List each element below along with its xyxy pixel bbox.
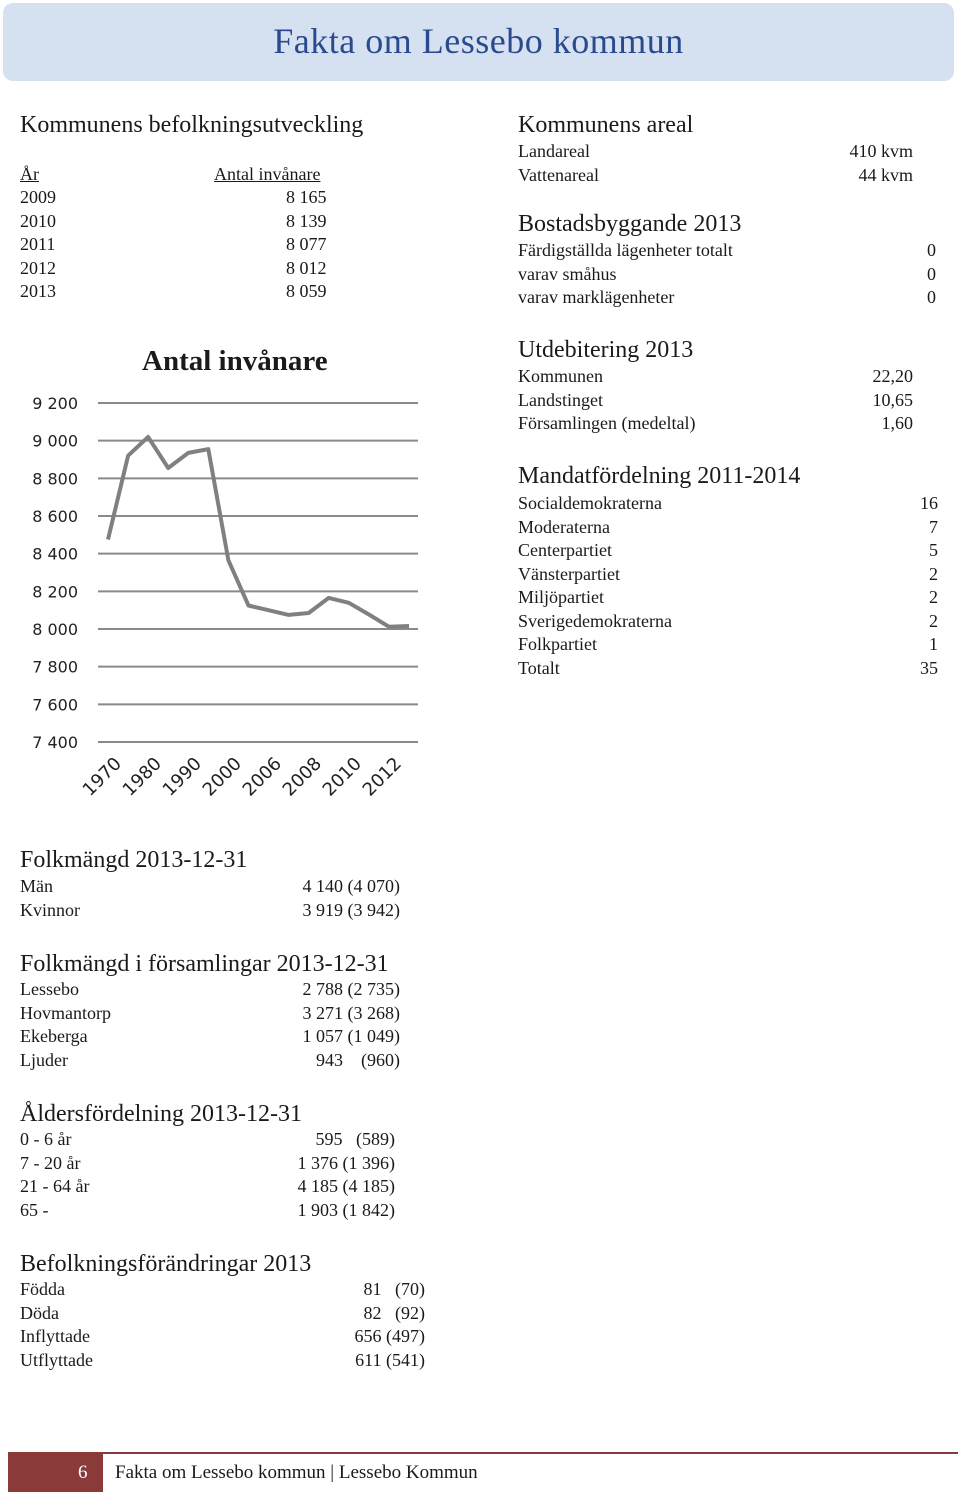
pop-gender-row [20,899,400,922]
population-title: Kommunens befolkningsutveckling [20,112,364,138]
area-row [518,164,913,187]
mandate-row-value: 7 [929,516,938,537]
mandate-row [518,539,938,562]
age-row-value: 595 (589) [315,1129,395,1149]
population-row [20,186,340,209]
mandate-row-label: Folkpartiet [518,634,597,654]
housing-row [518,239,936,262]
housing-row-label: varav småhus [518,263,617,284]
footer-rule [103,1452,958,1454]
change-row-label: Inflyttade [20,1326,90,1346]
chart-x-tick-label: 2006 [238,753,286,801]
age-row [20,1152,395,1175]
mandate-row-label: Moderaterna [518,516,610,537]
tax-row-label: Landstinget [518,389,603,410]
mandate-row-label: Totalt [518,657,560,678]
housing-row [518,263,936,286]
population-row-value: 8 077 [286,234,327,254]
age-row-value: 4 185 (4 185) [297,1176,395,1196]
parish-row [20,978,400,1001]
mandate-row-value: 16 [920,493,938,513]
tax-row-label: Kommunen [518,366,603,386]
chart-y-tick-label: 9 200 [32,394,78,413]
pop-gender-row-value: 3 919 (3 942) [302,899,400,920]
change-row [20,1325,425,1348]
area-row-label: Vattenareal [518,164,599,185]
mandate-row-label: Socialdemokraterna [518,493,662,513]
population-row [20,257,340,280]
ages-title: Åldersfördelning 2013-12-31 [20,1101,302,1127]
area-row-value: 410 kvm [849,141,913,161]
area-row [518,140,913,163]
parish-row [20,1025,400,1048]
chart-y-tick-label: 9 000 [32,431,78,451]
population-row-label: 2010 [20,210,56,231]
chart-y-tick-label: 8 800 [32,469,78,489]
age-row-label: 65 - [20,1199,49,1220]
change-row-value: 656 (497) [354,1326,425,1346]
tax-row-value: 1,60 [881,413,913,433]
age-row-label: 7 - 20 år [20,1152,81,1173]
parish-row [20,1002,400,1025]
housing-title: Bostadsbyggande 2013 [518,211,742,237]
tax-row-value: 22,20 [872,366,913,386]
mandate-row [518,657,938,680]
chart-title: Antal invånare [142,345,328,377]
parishes-title: Folkmängd i församlingar 2013-12-31 [20,951,389,977]
change-row-label: Födda [20,1279,65,1299]
age-row-label: 21 - 64 år [20,1176,90,1196]
chart-y-tick-label: 8 000 [32,620,78,639]
mandate-row-value: 5 [929,540,938,560]
mandate-row-label: Miljöpartiet [518,587,604,607]
population-row [20,210,340,233]
tax-row-value: 10,65 [872,389,913,410]
title-banner [3,3,954,81]
population-row-value: 8 139 [286,210,327,231]
tax-row-label: Församlingen (medeltal) [518,413,696,433]
housing-row-value: 0 [927,287,936,307]
tax-row [518,365,913,388]
mandate-row-value: 2 [929,587,938,607]
mandates-title: Mandatfördelning 2011-2014 [518,463,801,489]
pop-gender-row [20,875,400,898]
mandate-row-value: 35 [920,657,938,678]
population-row [20,280,340,303]
pop-gender-row-label: Män [20,876,53,896]
tax-row [518,412,913,435]
chart-x-tick-label: 2000 [198,753,246,801]
mandate-row [518,492,938,515]
pop-gender-title: Folkmängd 2013-12-31 [20,847,248,873]
chart-y-tick-label: 7 400 [32,733,78,752]
chart-y-tick-label: 8 400 [32,544,78,564]
mandate-row-value: 2 [929,563,938,584]
mandate-row [518,610,938,633]
footer-page-number: 6 [78,1462,88,1483]
population-row-value: 8 165 [286,187,327,207]
population-row-label: 2009 [20,187,56,207]
change-row [20,1278,425,1301]
age-row [20,1199,395,1222]
change-row-value: 82 (92) [363,1302,425,1323]
age-row [20,1128,395,1151]
population-row-label: 2012 [20,257,56,278]
chart-y-tick-label: 8 600 [32,507,78,526]
age-row-value: 1 376 (1 396) [297,1152,395,1173]
population-line-chart [0,385,440,825]
chart-x-tick-label: 2008 [278,753,326,801]
pop-gender-row-label: Kvinnor [20,899,80,920]
parish-row-label: Hovmantorp [20,1002,111,1023]
chart-x-tick-label: 1980 [118,753,166,801]
parish-row [20,1049,400,1072]
housing-row-label: varav marklägenheter [518,287,675,307]
footer-bar [8,1452,103,1492]
population-row-label: 2013 [20,281,56,301]
parish-row-value: 3 271 (3 268) [302,1002,400,1023]
population-col-year: År [20,164,39,184]
chart-series-line [108,437,409,627]
mandate-row [518,586,938,609]
population-row-value: 8 059 [286,281,327,301]
parish-row-value: 1 057 (1 049) [302,1026,400,1046]
age-row-value: 1 903 (1 842) [297,1199,395,1220]
change-row-value: 611 (541) [355,1349,425,1370]
mandate-row-label: Sverigedemokraterna [518,610,672,631]
age-row-label: 0 - 6 år [20,1129,72,1149]
parish-row-label: Lessebo [20,979,79,999]
housing-row-label: Färdigställda lägenheter totalt [518,240,733,260]
population-row-value: 8 012 [286,257,327,278]
change-row-label: Utflyttade [20,1349,93,1370]
mandate-row [518,516,938,539]
chart-y-tick-label: 7 600 [32,695,78,715]
tax-title: Utdebitering 2013 [518,337,694,363]
pop-gender-row-value: 4 140 (4 070) [302,876,400,896]
mandate-row-label: Centerpartiet [518,540,612,560]
chart-x-tick-label: 1970 [78,753,126,801]
mandate-row-value: 2 [929,610,938,631]
change-row [20,1349,425,1372]
population-row-label: 2011 [20,234,56,254]
chart-x-tick-label: 2010 [318,753,366,801]
mandate-row [518,633,938,656]
age-row [20,1175,395,1198]
parish-row-value: 2 788 (2 735) [302,979,400,999]
mandate-row-label: Vänsterpartiet [518,563,620,584]
population-header-row [20,163,340,186]
chart-x-tick-label: 2012 [358,753,406,801]
area-row-value: 44 kvm [858,164,913,185]
tax-row [518,389,913,412]
parish-row-label: Ljuder [20,1049,68,1070]
area-row-label: Landareal [518,141,590,161]
parish-row-value: 943 (960) [316,1049,400,1070]
chart-y-tick-label: 7 800 [32,657,78,677]
footer-text: Fakta om Lessebo kommun | Lessebo Kommun [115,1462,478,1483]
parish-row-label: Ekeberga [20,1026,88,1046]
population-col-value: Antal invånare [214,164,321,184]
mandate-row [518,563,938,586]
page-title: Fakta om Lessebo kommun [273,21,684,61]
change-row [20,1302,425,1325]
chart-x-tick-label: 1990 [158,753,206,801]
mandate-row-value: 1 [929,634,938,654]
change-row-label: Döda [20,1302,59,1323]
area-title: Kommunens areal [518,112,694,138]
housing-row [518,286,936,309]
housing-row-value: 0 [927,240,936,260]
chart-y-tick-label: 8 200 [32,582,78,602]
housing-row-value: 0 [927,263,936,284]
population-row [20,233,340,256]
changes-title: Befolkningsförändringar 2013 [20,1251,312,1277]
change-row-value: 81 (70) [363,1279,425,1299]
